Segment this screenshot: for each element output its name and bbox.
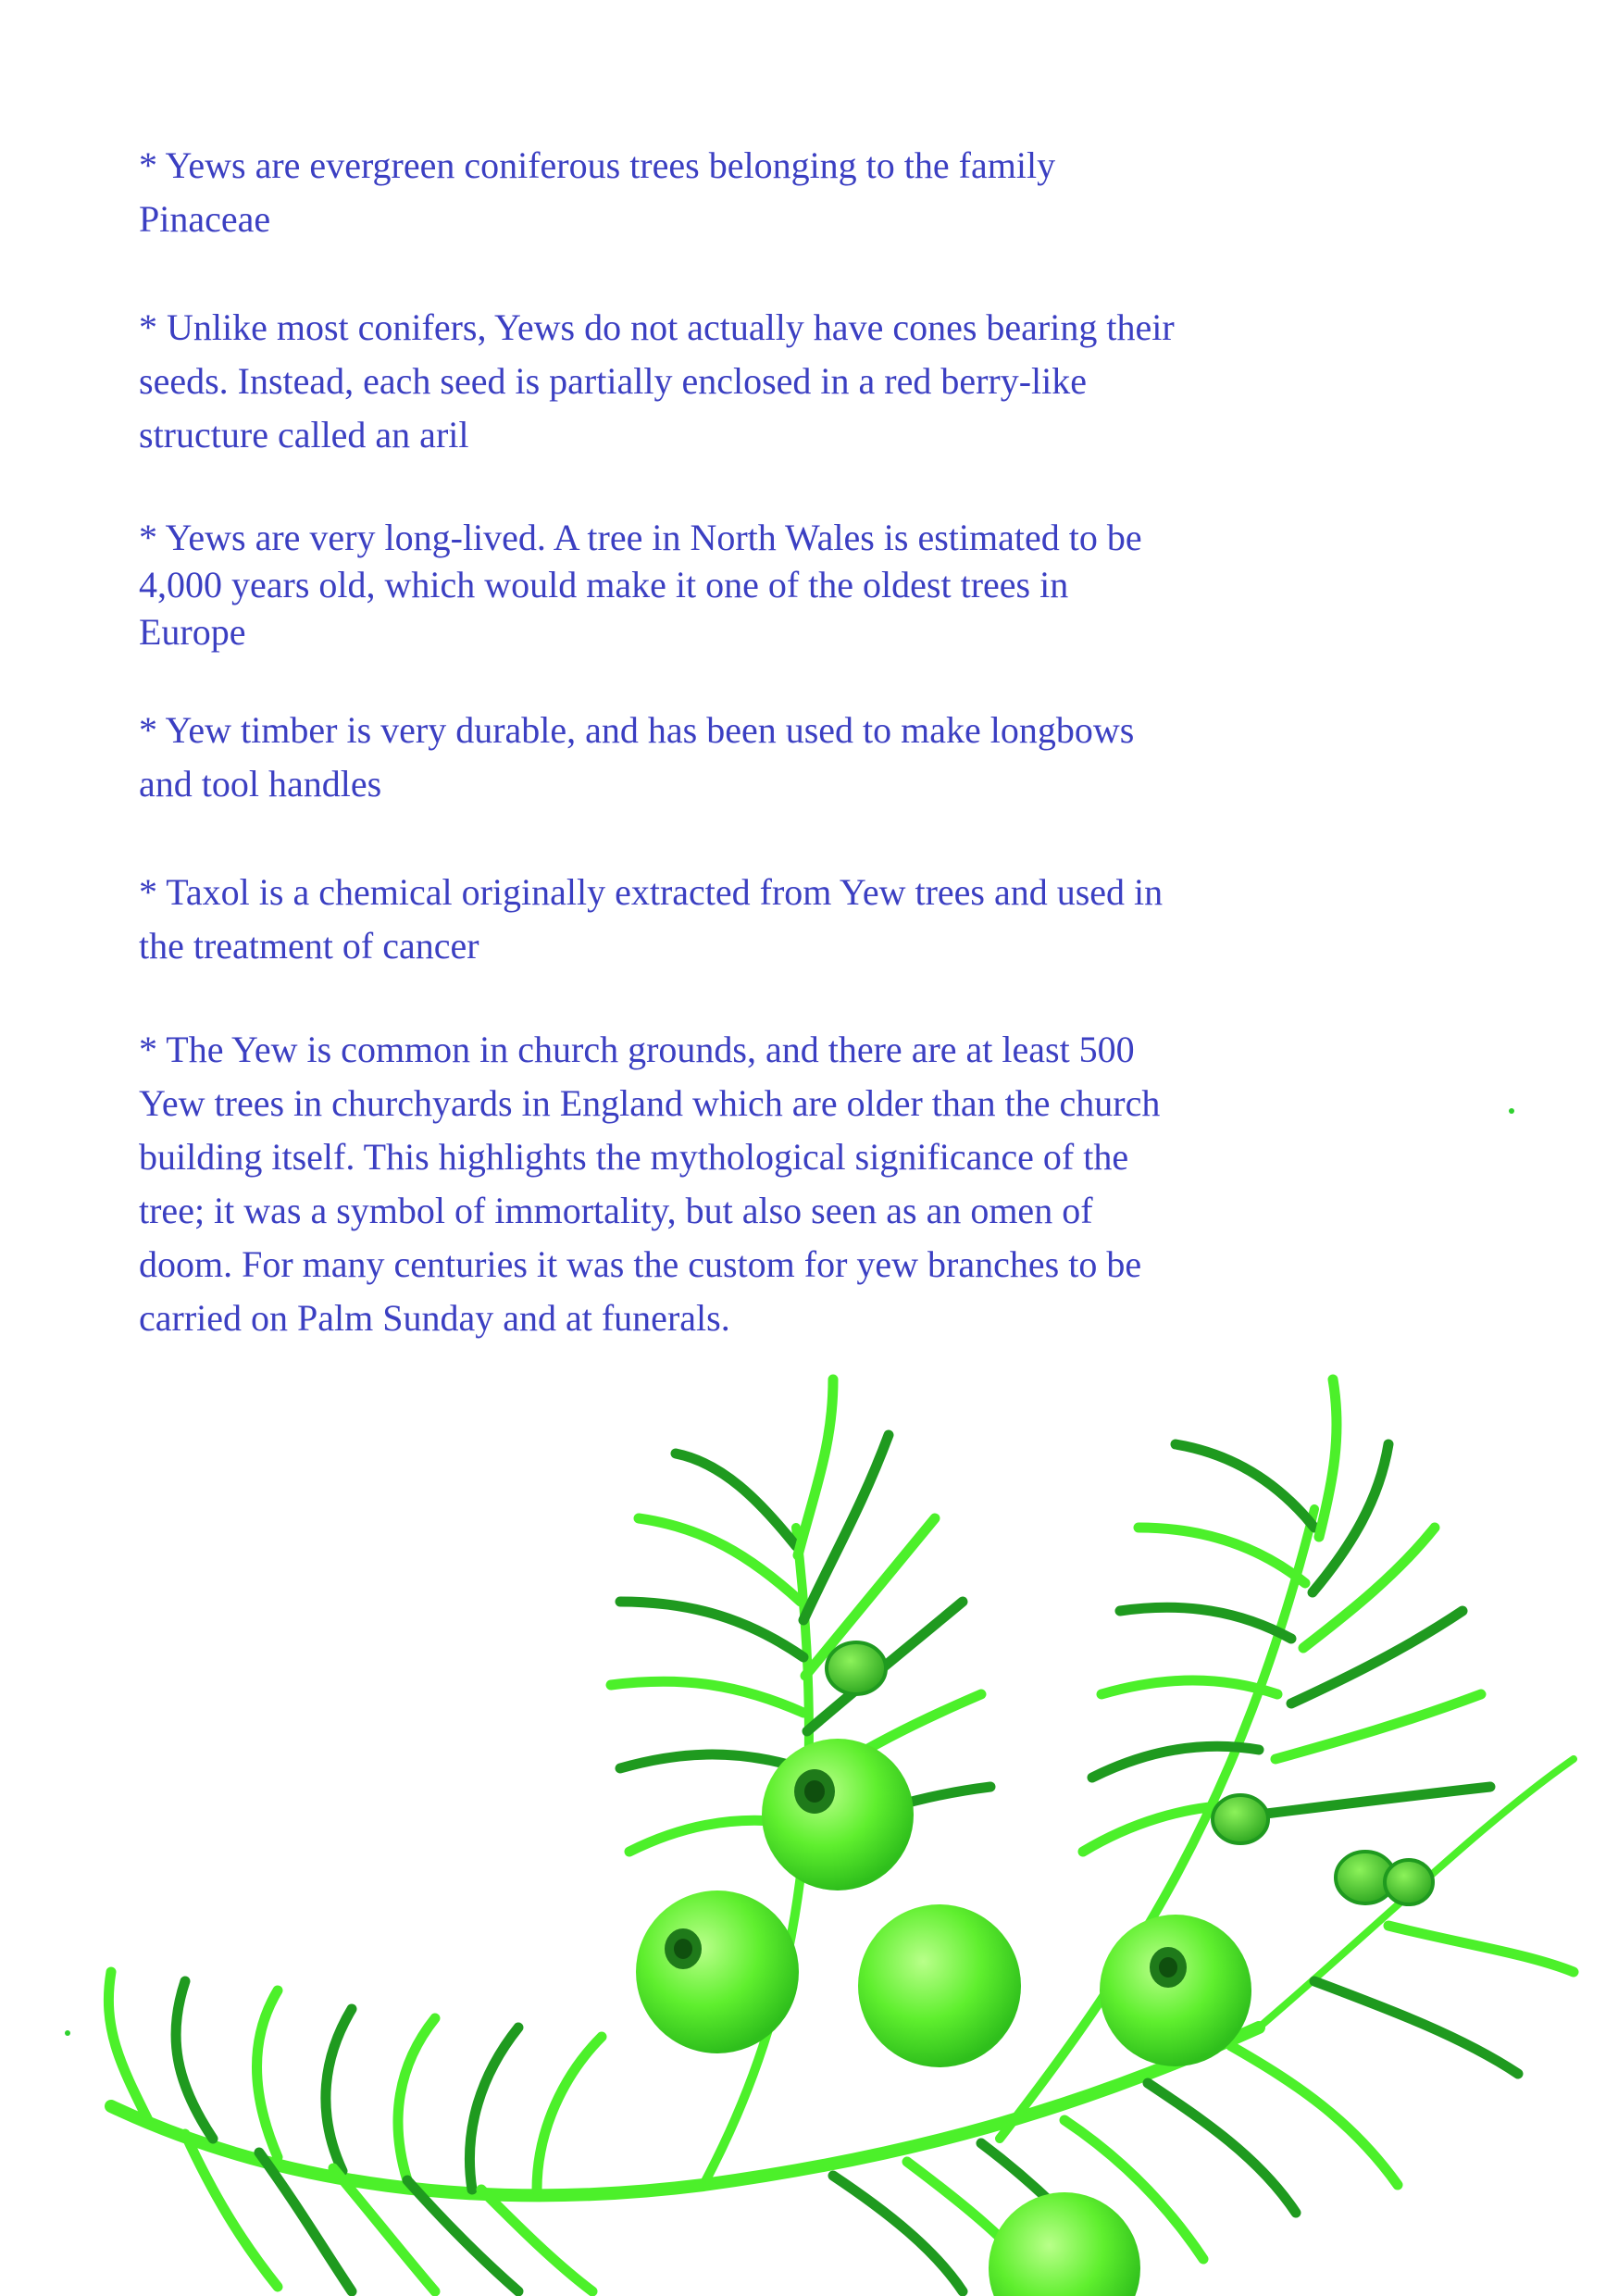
fact-paragraph: * Yews are evergreen coniferous trees belonging to the family Pinaceae: [139, 144, 1056, 240]
speck-dot: [1509, 1108, 1514, 1114]
needles-lower: [108, 1926, 1574, 2291]
fact-paragraph: * Unlike most conifers, Yews do not actually have cones bearing their seeds. Instead, each seed is partially enclosed in a red berry-like structure called an aril: [139, 306, 1175, 455]
fact-paragraph: * Yew timber is very durable, and has been used to make longbows and tool handles: [139, 709, 1135, 805]
fact-paragraph: * The Yew is common in church grounds, and there are at least 500 Yew trees in churchyards in England which are older than the church building itself. This highlights the mythological significance of the tree; it was a symbol of immortality, but also seen as an omen of doom. For many centuries it was the custom for yew branches to be carried on Palm Sunday and at funerals.: [139, 1029, 1161, 1339]
fact-paragraph: * Taxol is a chemical originally extracted from Yew trees and used in the treatment of cancer: [139, 871, 1164, 967]
fact-paragraph: * Yews are very long-lived. A tree in North Wales is estimated to be 4,000 years old, which would make it one of the oldest trees in Europe: [139, 517, 1142, 653]
yew-branch-illustration: [0, 1324, 1618, 2296]
